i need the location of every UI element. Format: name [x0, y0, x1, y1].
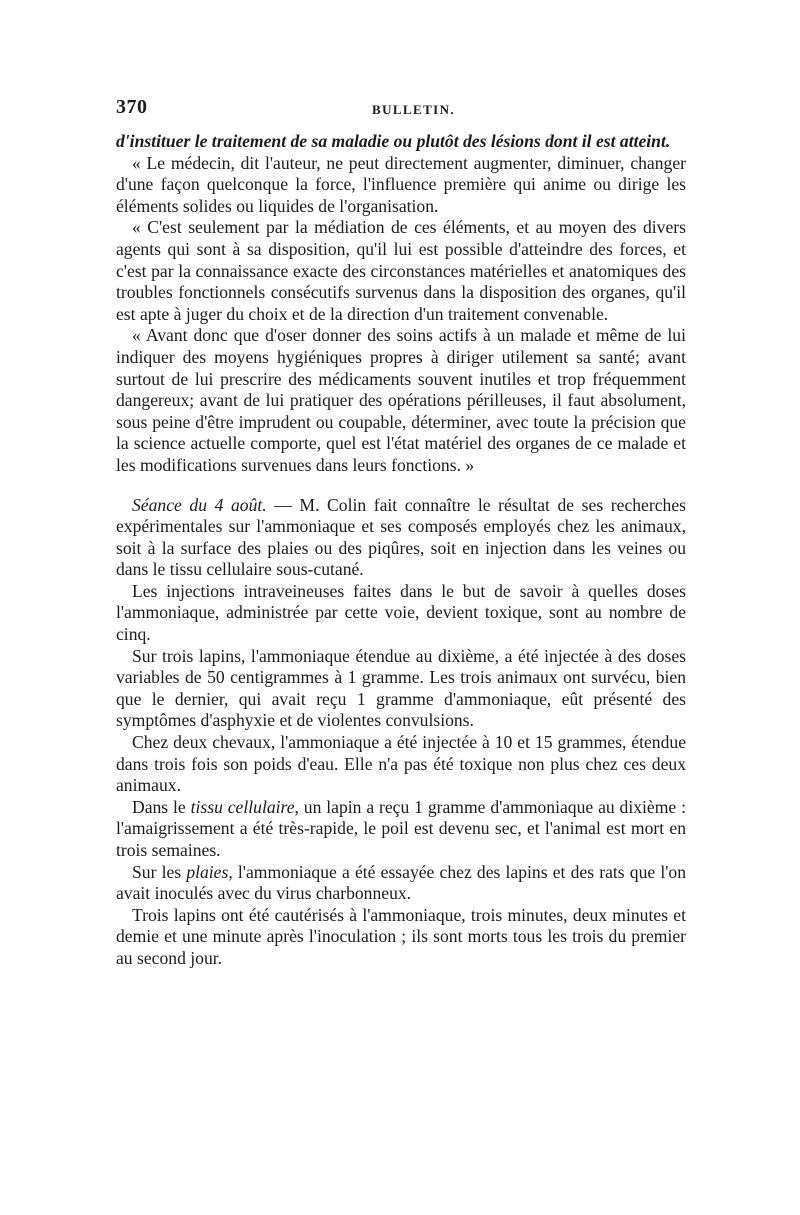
- paragraph: [116, 797, 686, 862]
- page-number: 370: [116, 96, 148, 118]
- paragraph: [116, 862, 686, 905]
- body-text: [116, 131, 686, 970]
- running-title: BULLETIN.: [372, 102, 456, 117]
- paragraph: Trois lapins ont été cautérisés à l'ammoniaque, trois minutes, deux minutes et demie et une minute après l'inoculation ; ils sont morts tous les trois du premier au second jour.: [116, 904, 686, 968]
- paragraph-seance: [116, 495, 686, 581]
- page-header: [116, 96, 686, 124]
- seance-date-label: Séance du 4 août.: [132, 494, 267, 515]
- text-run: , un lapin a reçu 1 gramme d'ammoniaque au dixième : l'amaigrissement a été très-rapide, le poil est devenu sec, et l'animal est mort en trois semaines.: [116, 796, 686, 860]
- paragraph: « Avant donc que d'oser donner des soins actifs à un malade et même de lui indiquer des moyens hygiéniques propres à diriger utilement sa santé; avant surtout de lui prescrire des médicaments souvent inutiles et trop fréquemment dangereux; avant de lui pratiquer des opérations périlleuses, il faut absolument, sous peine d'être imprudent ou coupable, déterminer, avec toute la précision que la science actuelle comporte, quel est l'état matériel des organes de ce malade et les modifications survenues dans leurs fonctions. »: [116, 325, 686, 475]
- seance-text: — M. Colin fait connaître le résultat de ses recherches expérimentales sur l'ammoniaque et ses composés employés chez les animaux, soit à la surface des plaies ou des piqûres, soit en injection dans les veines ou dans le tissu cellulaire sous-cutané.: [116, 494, 686, 580]
- text-run: , l'ammoniaque a été essayée chez des lapins et des rats que l'on avait inoculés avec du virus charbonneux.: [116, 861, 686, 904]
- paragraph: Chez deux chevaux, l'ammoniaque a été injectée à 10 et 15 grammes, étendue dans trois fois son poids d'eau. Elle n'a pas été toxique non plus chez ces deux animaux.: [116, 732, 686, 796]
- paragraph: « Le médecin, dit l'auteur, ne peut directement augmenter, diminuer, changer d'une façon quelconque la force, l'influence première qui anime ou dirige les éléments solides ou liquides de l'organisation.: [116, 152, 686, 216]
- italic-phrase: tissu cellulaire: [190, 796, 295, 817]
- text-run: Sur les: [132, 861, 187, 882]
- paragraph: « C'est seulement par la médiation de ces éléments, et au moyen des divers agents qui sont à sa disposition, qu'il lui est possible d'atteindre des forces, et c'est par la connaissance exacte des circonstances matérielles et anatomiques des troubles fonctionnels consécutifs survenus dans la disposition des organes, qu'il est apte à juger du choix et de la direction d'un traitement convenable.: [116, 217, 686, 324]
- paragraph: Sur trois lapins, l'ammoniaque étendue au dixième, a été injectée à des doses variables de 50 centigrammes à 1 gramme. Les trois animaux ont survécu, bien que le dernier, qui avait reçu 1 gramme d'ammoniaque, eût présenté des symptômes d'asphyxie et de violentes convulsions.: [116, 645, 686, 731]
- paragraph-continuation: [116, 131, 686, 153]
- italic-phrase: plaies: [186, 861, 229, 882]
- paragraph: Les injections intraveineuses faites dans le but de savoir à quelles doses l'ammoniaque, administrée par cette voie, devient toxique, sont au nombre de cinq.: [116, 580, 686, 645]
- italic-phrase: d'instituer le traitement de sa maladie ou plutôt des lésions dont il est atteint.: [116, 131, 671, 151]
- text-run: Dans le: [132, 796, 191, 817]
